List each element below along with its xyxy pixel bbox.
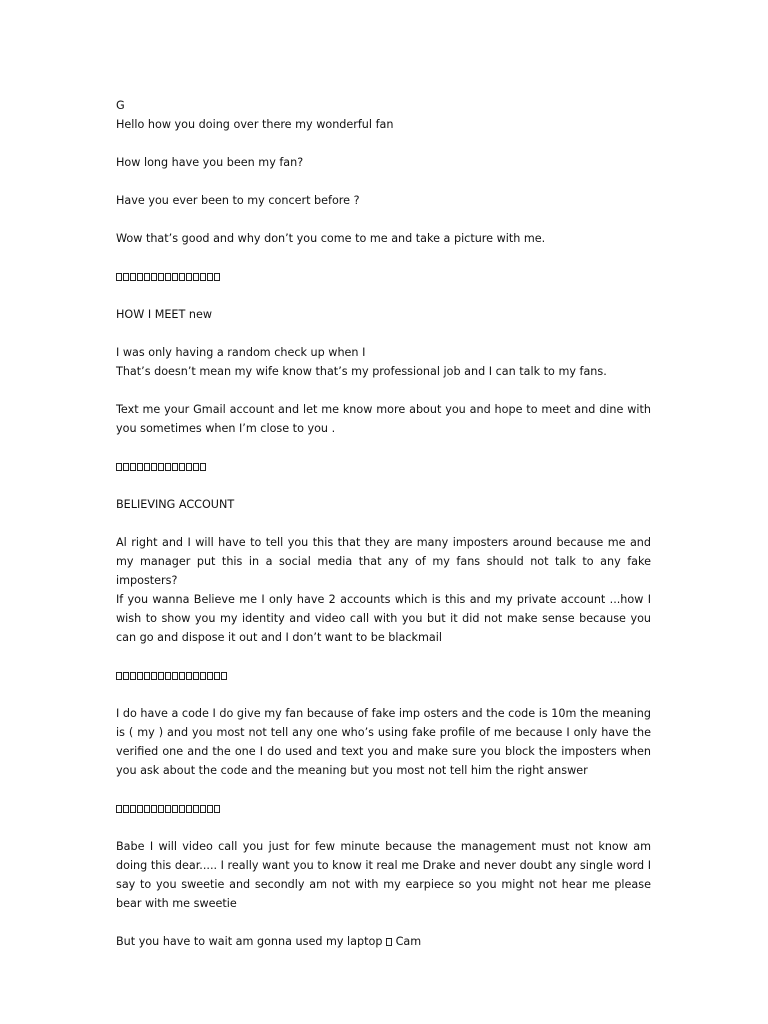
laptop-line-end: Cam	[392, 935, 422, 948]
blank-line	[116, 647, 651, 666]
gmail-paragraph: Text me your Gmail account and let me know more about you and hope to meet and dine with you sometimes when I’m close to you .	[116, 403, 651, 435]
blank-line	[116, 134, 651, 153]
laptop-line-start: But you have to wait am gonna used my laptop	[116, 935, 387, 948]
blank-line	[116, 818, 651, 837]
video-call-paragraph: Babe I will video call you just for few minute because the management must not know am doing this dear..... I really want you to know it real me Drake and never doubt any single word I say to you sweetie and secondly am not with my earpiece so you might not hear me please bear with me sweetie	[116, 840, 651, 910]
picture-line: Wow that’s good and why don’t you come to me and take a picture with me.	[116, 232, 546, 245]
how-i-meet-heading: HOW I MEET new	[116, 308, 212, 321]
emoji-placeholder-row	[116, 457, 651, 476]
blank-line	[116, 438, 651, 457]
blank-line	[116, 210, 651, 229]
laptop-line	[116, 932, 651, 951]
blank-line	[116, 780, 651, 799]
blank-line	[116, 514, 651, 533]
imposters-paragraph: Al right and I will have to tell you this that they are many imposters around because me and my manager put this in a social media that any of my fans should not talk to any fake imposters?	[116, 536, 651, 587]
greeting-line: Hello how you doing over there my wonderful fan	[116, 118, 394, 131]
blank-line	[116, 476, 651, 495]
blank-line	[116, 286, 651, 305]
accounts-paragraph: If you wanna Believe me I only have 2 accounts which is this and my private account ...how I wish to show you my identity and video call with you but it did not make sense because you can go and dispose it out and I don’t want to be blackmail	[116, 593, 651, 644]
concert-line: Have you ever been to my concert before ?	[116, 194, 360, 207]
document-page	[116, 96, 651, 951]
blank-line	[116, 913, 651, 932]
blank-line	[116, 324, 651, 343]
emoji-placeholder-row	[116, 267, 651, 286]
blank-line	[116, 685, 651, 704]
checkup-line: I was only having a random check up when I	[116, 346, 366, 359]
code-paragraph: I do have a code I do give my fan because of fake imp osters and the code is 10m the meaning is ( my ) and you most not tell any one who’s using fake profile of me because I only have the verified one and the one I do used and text you and make sure you block the imposters when you ask about the code and the meaning but you most not tell him the right answer	[116, 707, 651, 777]
how-long-line: How long have you been my fan?	[116, 156, 304, 169]
emoji-placeholder-row	[116, 666, 651, 685]
blank-line	[116, 381, 651, 400]
believing-account-heading: BELIEVING ACCOUNT	[116, 498, 235, 511]
header-letter: G	[116, 99, 125, 112]
emoji-placeholder-row	[116, 799, 651, 818]
blank-line	[116, 172, 651, 191]
wife-line: That’s doesn’t mean my wife know that’s my professional job and I can talk to my fans.	[116, 365, 607, 378]
blank-line	[116, 248, 651, 267]
